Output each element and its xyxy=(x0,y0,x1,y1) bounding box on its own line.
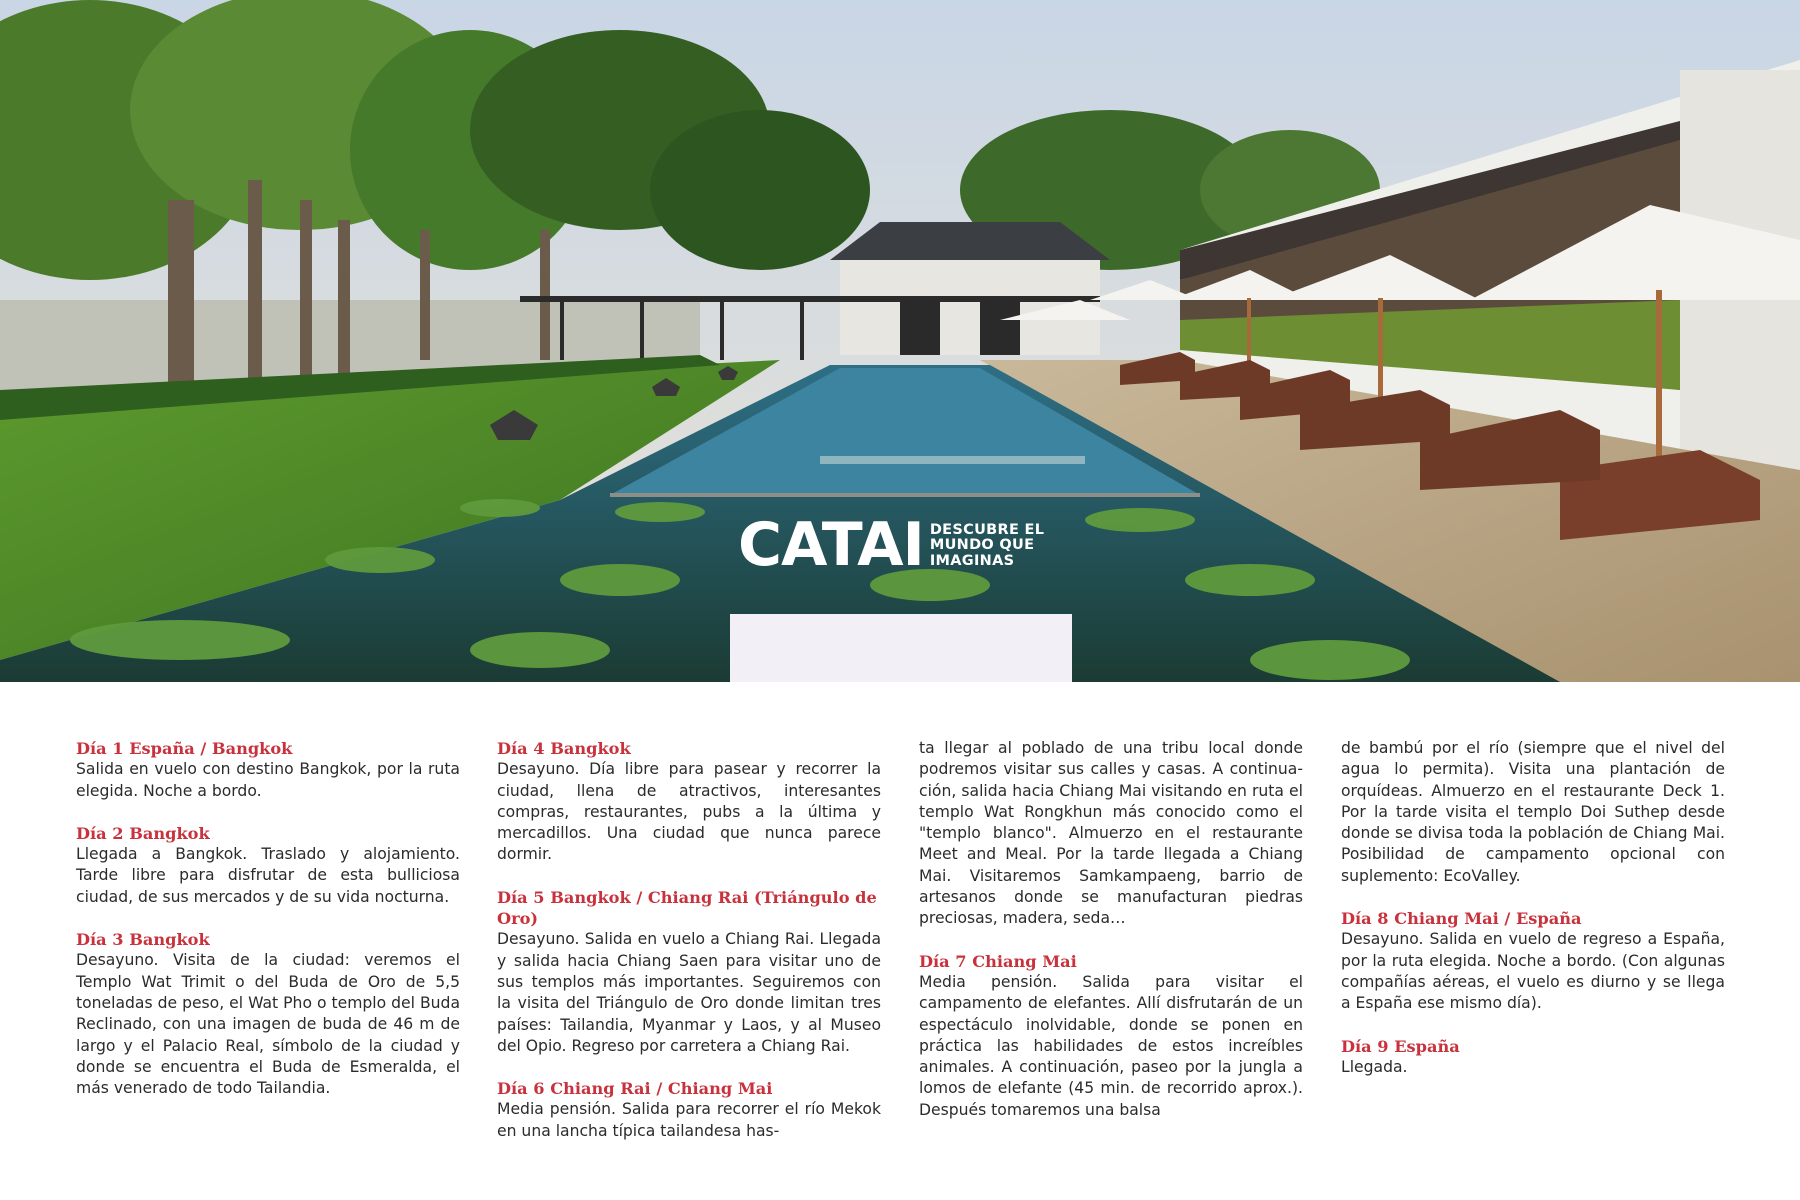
continued-text: ta llegar al poblado de una tribu local donde podremos visitar sus calles y casas. A continua-ción, salida hacia Chiang Mai visitando en ruta el templo Wat Rongkhun más conocido como el "templo blanco". Almuerzo en el restaurante Meet and Meal. Por la tarde llegada a Chiang Mai. Visitaremos Samkampaeng, barrio de artesanos donde se manufacturan piedras preciosas, madera, seda… xyxy=(919,739,1303,928)
day-heading: Día 4 Bangkok xyxy=(497,739,631,758)
day-heading: Día 2 Bangkok xyxy=(76,823,210,843)
itinerary-column-3 xyxy=(919,738,1303,1142)
day-block xyxy=(497,887,881,1057)
day-block xyxy=(497,738,881,866)
day-description: Desayuno. Salida en vuelo a Chiang Rai. Llegada y salida hacia Chiang Saen para visitar uno de sus templos más importantes. Seguiremos con la visita del Triángulo de Oro donde limitan tres países: Tailandia, Myanmar y Laos, y al Museo del Opio. Regreso por carretera a Chiang Rai. xyxy=(497,930,881,1055)
day-heading: Día 6 Chiang Rai / Chiang Mai xyxy=(497,1079,773,1099)
day-description: Desayuno. Salida en vuelo de regreso a España, por la ruta elegida. Noche a bordo. (Con algunas compañías aéreas, el vuelo es diurno y se llega a España ese mismo día). xyxy=(1341,930,1725,1013)
day-heading: Día 7 Chiang Mai xyxy=(919,951,1077,971)
day-description: Llegada. xyxy=(1341,1057,1408,1076)
day-description: Desayuno. Visita de la ciudad: veremos el Templo Wat Trimit o del Buda de Oro de 5,5 toneladas de peso, el Wat Pho o templo del Buda Reclinado, con una imagen de buda de 46 m de largo y el Palacio Real, símbolo de la ciudad y donde se encuentra el Buda de Esmeralda, el más venerado de todo Tailandia. xyxy=(76,951,460,1098)
day-description: Llegada a Bangkok. Traslado y alojamiento. Tarde libre para disfrutar de esta bulliciosa ciudad, de sus mercados y de su vida nocturna. xyxy=(76,845,460,906)
catai-logo xyxy=(738,510,1045,580)
caption-tab xyxy=(730,614,1072,682)
day-block xyxy=(76,738,460,802)
day-block xyxy=(497,1078,881,1142)
itinerary-column-2 xyxy=(497,738,881,1163)
day-block xyxy=(919,951,1303,1121)
continued-text: de bambú por el río (siempre que el nivel del agua lo permita). Visita una plantación de orquídeas. Almuerzo en el restaurante Deck 1. Por la tarde visita el templo Doi Suthep desde donde se divisa toda la población de Chiang Mai. Posibilidad de campamento opcional con suplemento: EcoValley. xyxy=(1341,739,1725,885)
day-description: Media pensión. Salida para visitar el campamento de elefantes. Allí disfrutarán de un espectáculo inolvidable, donde se ponen en práctica las habilidades de estos increíbles animales. A continuación, paseo por la jungla a lomos de elefante (45 min. de recorrido aprox.). Después tomaremos una balsa xyxy=(919,972,1303,1119)
itinerary-column-1 xyxy=(76,738,460,1120)
logo-wordmark: CATAI xyxy=(738,510,924,580)
day-block xyxy=(1341,908,1725,1014)
logo-tagline-line: MUNDO QUE xyxy=(929,537,1035,554)
logo-tagline-line: DESCUBRE EL xyxy=(929,521,1045,538)
day-block xyxy=(76,823,460,908)
day-block xyxy=(1341,1036,1725,1079)
logo-tagline xyxy=(930,523,1044,570)
day-heading: Día 3 Bangkok xyxy=(76,930,210,950)
day-heading: Día 8 Chiang Mai / España xyxy=(1341,909,1582,929)
day-block xyxy=(76,929,460,1099)
day-description: Salida en vuelo con destino Bangkok, por la ruta elegida. Noche a bordo. xyxy=(76,760,460,800)
itinerary-column-4 xyxy=(1341,738,1725,1099)
day-heading: Día 9 España xyxy=(1341,1036,1460,1056)
day-heading: Día 1 España / Bangkok xyxy=(76,739,293,758)
day-heading: Día 5 Bangkok / Chiang Rai (Triángulo de Oro) xyxy=(497,887,877,929)
logo-tagline-line: IMAGINAS xyxy=(929,552,1015,569)
day-description: Desayuno. Día libre para pasear y recorrer la ciudad, llena de atractivos, interesantes compras, restaurantes, pubs a la última y mercadillos. Una ciudad que nunca parece dormir. xyxy=(497,760,881,864)
day-description: Media pensión. Salida para recorrer el río Mekok en una lancha típica tailandesa has- xyxy=(497,1100,881,1140)
